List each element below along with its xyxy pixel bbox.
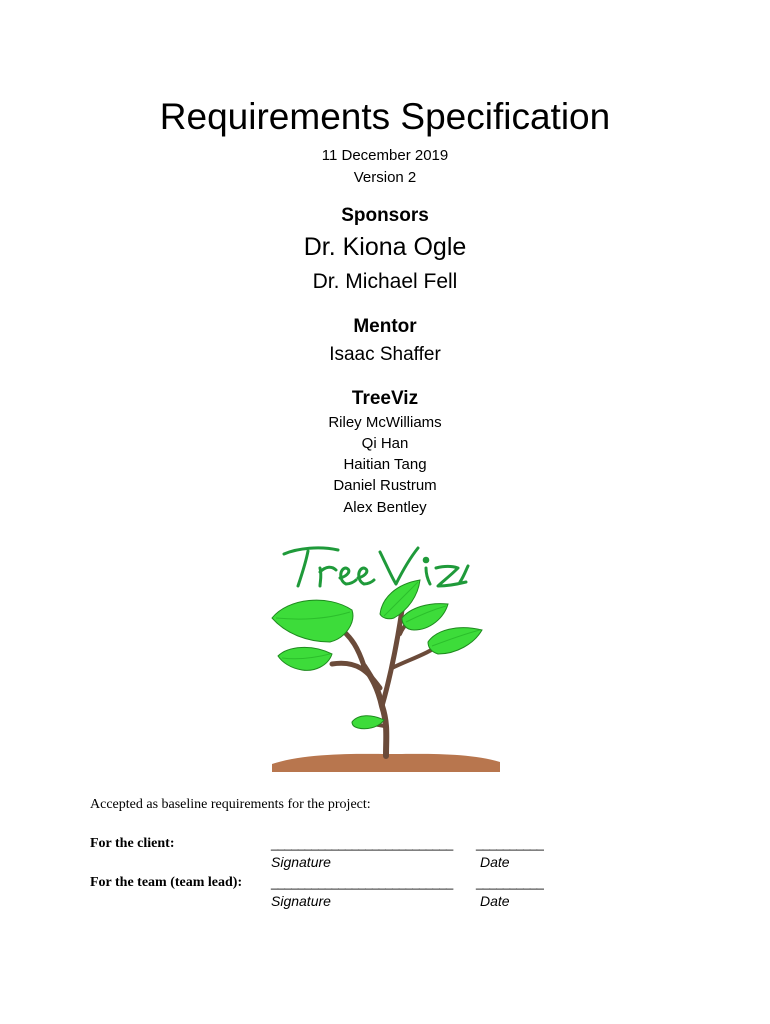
team-heading: TreeViz (351, 388, 419, 409)
date-caption: Date (480, 893, 510, 909)
client-label: For the client: (90, 836, 175, 851)
team-signature-line: ___________________________ (271, 875, 453, 890)
mentor-name: Isaac Shaffer (329, 344, 441, 365)
document-title: Requirements Specification (159, 96, 611, 137)
treeviz-lettering (284, 548, 468, 586)
team-date-line: __________ (476, 875, 544, 890)
sponsor-name: Dr. Kiona Ogle (303, 233, 467, 261)
team-member: Qi Han (361, 435, 409, 452)
team-lead-label: For the team (team lead): (90, 875, 243, 890)
client-signature-line: ___________________________ (271, 836, 453, 851)
team-member: Daniel Rustrum (333, 477, 437, 494)
document-date: 11 December 2019 (321, 147, 449, 164)
plant-stem (332, 610, 444, 756)
sponsor-name: Dr. Michael Fell (312, 270, 458, 293)
treeviz-logo (268, 538, 504, 774)
team-member: Riley McWilliams (328, 414, 442, 431)
team-member: Alex Bentley (343, 499, 427, 516)
sponsors-heading: Sponsors (341, 205, 429, 226)
team-member: Haitian Tang (343, 456, 427, 473)
signature-caption: Signature (271, 854, 331, 870)
plant-leaves (272, 580, 482, 729)
document-version: Version 2 (353, 169, 417, 186)
client-date-line: __________ (476, 836, 544, 851)
acceptance-statement: Accepted as baseline requirements for the project: (90, 797, 371, 812)
date-caption: Date (480, 854, 510, 870)
signature-caption: Signature (271, 893, 331, 909)
leaf (272, 600, 353, 642)
mentor-heading: Mentor (353, 316, 417, 337)
